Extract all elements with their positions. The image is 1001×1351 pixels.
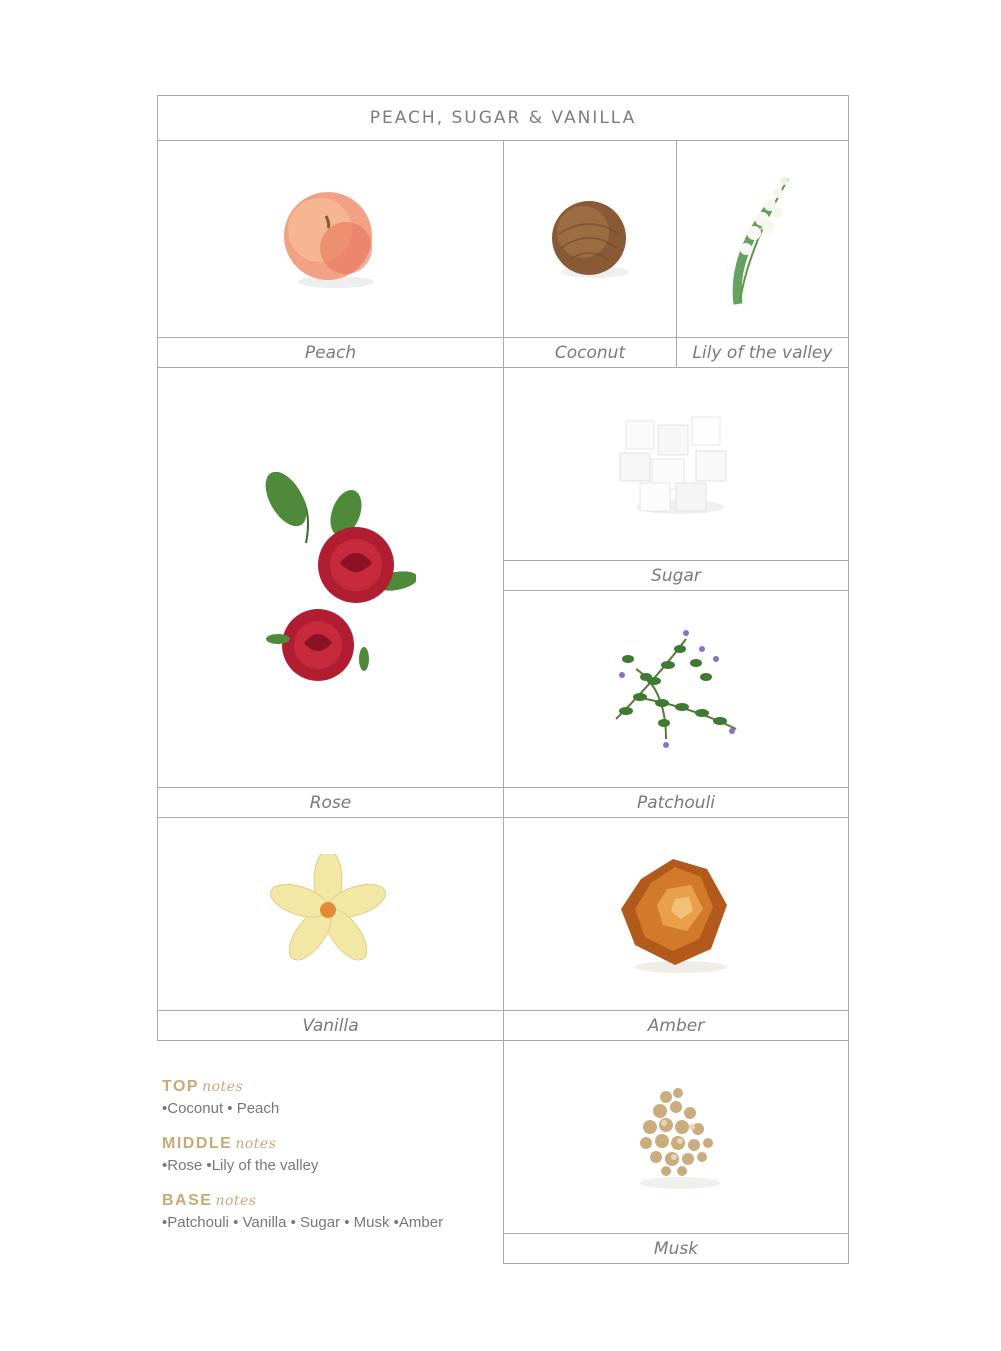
rose-label: Rose (157, 787, 504, 818)
base-notes-list: •Patchouli • Vanilla • Sugar • Musk •Amber (162, 1214, 444, 1231)
middle-heading: MIDDLE (162, 1135, 233, 1152)
coconut-label: Coconut (503, 337, 677, 368)
peach-image (157, 140, 504, 338)
rose-image (157, 367, 504, 788)
middle-notes-heading (162, 1133, 492, 1155)
peach-label: Peach (157, 337, 504, 368)
amber-label: Amber (503, 1010, 849, 1041)
vanilla-label: Vanilla (157, 1010, 504, 1041)
lily-image (676, 140, 849, 338)
lily-of-the-valley-icon (718, 169, 808, 309)
patchouli-icon (606, 619, 746, 759)
page-title: PEACH, SUGAR & VANILLA (157, 95, 849, 141)
patchouli-label: Patchouli (503, 787, 849, 818)
coconut-icon (545, 194, 635, 284)
amber-crystal-icon (611, 849, 741, 979)
top-notes-list: •Coconut • Peach (162, 1100, 280, 1117)
musk-label: Musk (503, 1233, 849, 1264)
rose-icon (246, 463, 416, 693)
middle-notes-list: •Rose •Lily of the valley (162, 1157, 319, 1174)
sugar-image (503, 367, 849, 561)
middle-sub: notes (235, 1136, 277, 1152)
sugar-cubes-icon (616, 409, 736, 519)
peach-icon (276, 184, 386, 294)
top-heading: TOP (162, 1078, 200, 1095)
base-sub: notes (215, 1193, 257, 1209)
coconut-image (503, 140, 677, 338)
base-heading: BASE (162, 1192, 213, 1209)
vanilla-flower-icon (266, 854, 396, 974)
sugar-label: Sugar (503, 560, 849, 591)
notes-section (162, 1076, 492, 1247)
patchouli-image (503, 590, 849, 788)
amber-image (503, 817, 849, 1011)
top-sub: notes (202, 1079, 244, 1095)
musk-granules-icon (616, 1077, 736, 1197)
top-notes-heading (162, 1076, 492, 1098)
lily-label: Lily of the valley (676, 337, 849, 368)
base-notes-heading (162, 1190, 492, 1212)
vanilla-image (157, 817, 504, 1011)
musk-image (503, 1040, 849, 1234)
